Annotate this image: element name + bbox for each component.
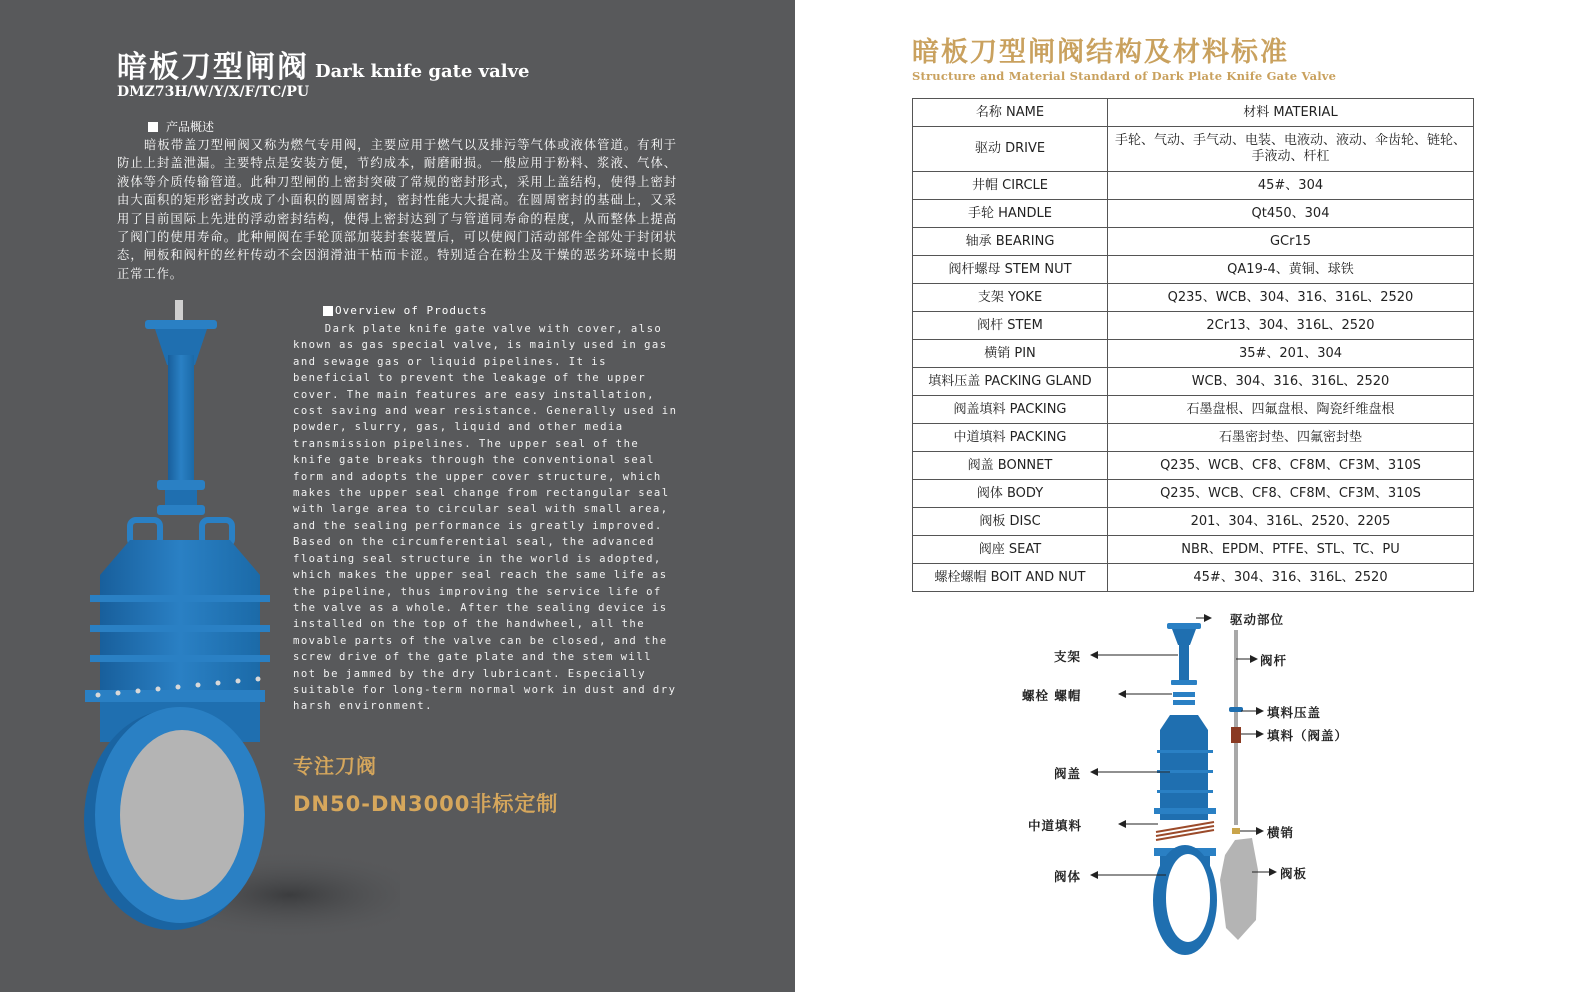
header-material: 材料 MATERIAL [1108,99,1474,127]
table-row [913,172,1474,200]
table-row [913,424,1474,452]
part-material: NBR、EPDM、PTFE、STL、TC、PU [1108,536,1474,564]
table-row [913,284,1474,312]
table-row [913,564,1474,592]
label-bolt-nut: 螺栓 螺帽 [1022,688,1082,703]
overview-cn-body: 暗板带盖刀型闸阀又称为燃气专用阀，主要应用于燃气以及排污等气体或液体管道。有利于防止上封盖泄漏。主要特点是安装方便，节约成本，耐磨耐损。一般应用于粉料、浆液、气体、液体等介质传输管道。此种刀型闸的上密封突破了常规的密封形式，采用上盖结构，使得上密封由大面积的矩形密封改成了小面积的圆周密封，密封性能大大提高。在圆周密封的基础上，又采用了目前国际上先进的浮动密封结构，使得上密封达到了与管道同寿命的程度，从而整体上提高了阀门的使用寿命。此种闸阀在手轮顶部加装封套装置后，可以使阀门活动部件全部处于封闭状态，闸板和阀杆的丝杆传动不会因润滑油干枯而卡涩。特别适合在粉尘及干燥的恶劣环境中长期正常工作。 [117,138,677,281]
overview-en-heading [323,304,487,317]
overview-cn-heading-text: 产品概述 [166,120,215,134]
part-name: 阀盖 BONNET [913,452,1108,480]
product-title-en: Dark knife gate valve [315,61,530,82]
part-name: 井帽 CIRCLE [913,172,1108,200]
part-name: 填料压盖 PACKING GLAND [913,368,1108,396]
material-table [912,98,1474,592]
part-name: 横销 PIN [913,340,1108,368]
exploded-view-diagram [1022,610,1360,960]
part-name: 驱动 DRIVE [913,127,1108,172]
slogan-focus: 专注刀阀 [293,754,377,778]
model-code: DMZ73H/W/Y/X/F/TC/PU [117,84,310,100]
part-material: Q235、WCB、304、316、316L、2520 [1108,284,1474,312]
structure-title-cn: 暗板刀型闸阀结构及材料标准 [912,37,1289,68]
label-drive: 驱动部位 [1230,612,1285,627]
slogan-size-range: DN50-DN3000非标定制 [293,792,559,816]
part-material: GCr15 [1108,228,1474,256]
table-row [913,256,1474,284]
label-mid-packing: 中道填料 [1028,818,1083,833]
label-packing-gland: 填料压盖 [1267,705,1322,720]
part-material: 石墨盘根、四氟盘根、陶瓷纤维盘根 [1108,396,1474,424]
table-row [913,508,1474,536]
part-material: Q235、WCB、CF8、CF8M、CF3M、310S [1108,480,1474,508]
part-material: 45#、304 [1108,172,1474,200]
table-row [913,368,1474,396]
part-material: QA19-4、黄铜、球铁 [1108,256,1474,284]
label-pin: 横销 [1267,825,1295,840]
part-material: 201、304、316L、2520、2205 [1108,508,1474,536]
part-name: 阀板 DISC [913,508,1108,536]
part-material: 石墨密封垫、四氟密封垫 [1108,424,1474,452]
label-yoke: 支架 [1054,649,1082,664]
part-name: 阀盖填料 PACKING [913,396,1108,424]
part-name: 中道填料 PACKING [913,424,1108,452]
table-row [913,200,1474,228]
table-row [913,127,1474,172]
header-name: 名称 NAME [913,99,1108,127]
table-row [913,452,1474,480]
part-name: 支架 YOKE [913,284,1108,312]
overview-cn-heading [148,118,214,135]
table-row [913,228,1474,256]
part-name: 螺栓螺帽 BOIT AND NUT [913,564,1108,592]
part-material: 2Cr13、304、316L、2520 [1108,312,1474,340]
part-name: 阀杆 STEM [913,312,1108,340]
table-row [913,312,1474,340]
part-name: 阀座 SEAT [913,536,1108,564]
label-disc: 阀板 [1280,866,1308,881]
table-row [913,480,1474,508]
label-bonnet: 阀盖 [1054,766,1082,781]
part-material: 45#、304、316、316L、2520 [1108,564,1474,592]
part-material: Q235、WCB、CF8、CF8M、CF3M、310S [1108,452,1474,480]
table-header-row [913,99,1474,127]
label-body: 阀体 [1054,869,1082,884]
overview-en-heading-text: Overview of Products [335,304,488,317]
part-material: 35#、201、304 [1108,340,1474,368]
part-material: Qt450、304 [1108,200,1474,228]
product-title-cn: 暗板刀型闸阀 [117,50,309,85]
part-name: 轴承 BEARING [913,228,1108,256]
square-bullet-icon [148,122,158,132]
part-material: 手轮、气动、手气动、电装、电液动、液动、伞齿轮、链轮、手液动、杆杠 [1108,127,1474,172]
table-row [913,396,1474,424]
table-row [913,340,1474,368]
overview-en-body: Dark plate knife gate valve with cover, also known as gas special valve, is mainly used in gas and sewage gas or liquid pipelines. It is beneficial to prevent the leakage of the upper cover. The main features are easy installation, cost saving and wear resistance. Generally used in powder, slurry, gas, liquid and other media transmission pipelines. The upper seal of the knife gate breaks through the conventional seal form and adopts the upper cover structure, which makes the upper seal change from rectangular seal with large area to circular seal with small area, and the sealing performance is greatly improved. Based on the circumferential seal, the advanced floating seal structure in the world is adopted, which makes the upper seal reach the same life as the pipeline, thus improving the service life of the valve as a whole. After the sealing device is installed on the top of the handwheel, all the movable parts of the valve can be closed, and the screw drive of the gate plate and the stem will not be jammed by the dry lubricant. Especially suitable for long-term normal work in dust and dry harsh environment. [293,323,678,713]
square-bullet-icon [323,306,333,316]
table-row [913,536,1474,564]
part-material: WCB、304、316、316L、2520 [1108,368,1474,396]
label-packing-bonnet: 填料（阀盖） [1267,728,1349,743]
structure-title-en: Structure and Material Standard of Dark Plate Knife Gate Valve [912,69,1337,83]
part-name: 手轮 HANDLE [913,200,1108,228]
part-name: 阀杆螺母 STEM NUT [913,256,1108,284]
label-stem: 阀杆 [1260,653,1288,668]
product-title [117,42,530,86]
part-name: 阀体 BODY [913,480,1108,508]
